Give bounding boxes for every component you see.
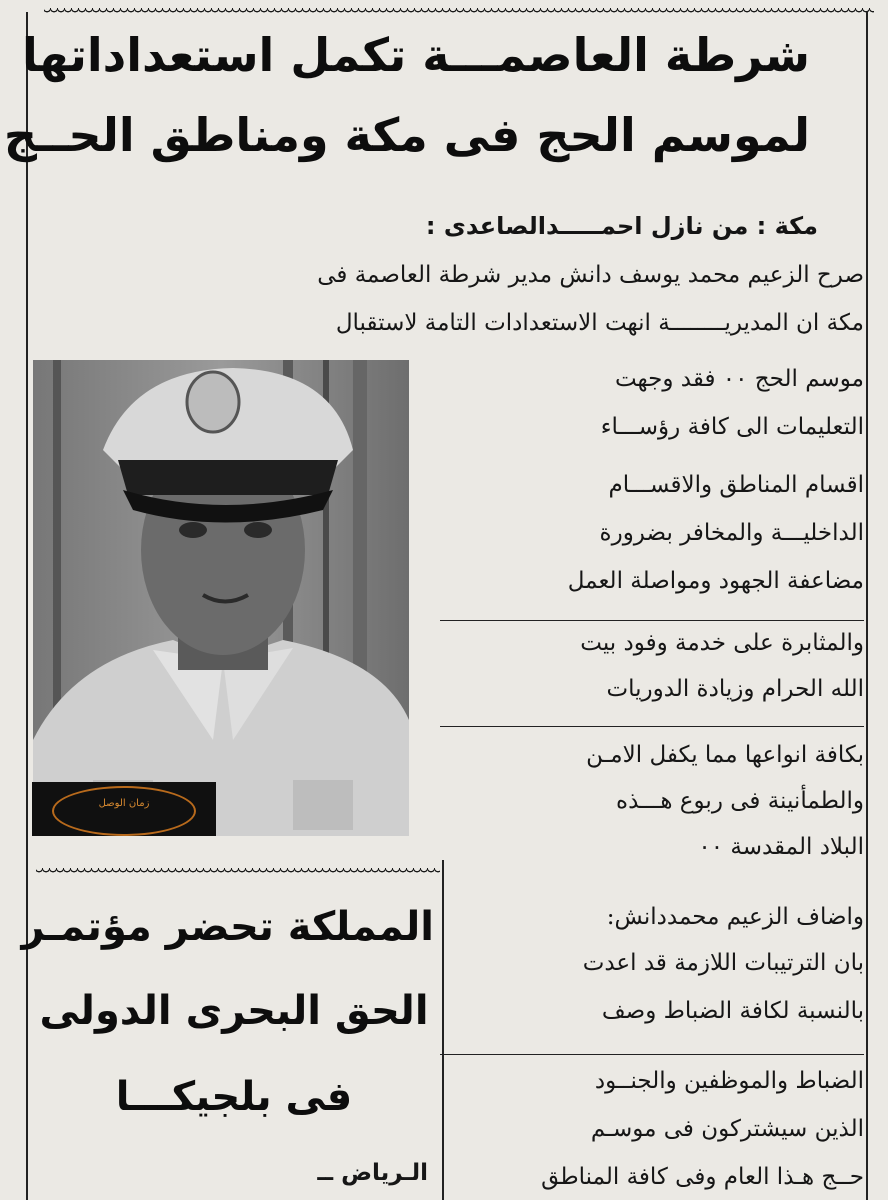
article1-line-2: مكة ان المديريــــــــة انهت الاستعدادات التامة لاستقبال [335,310,864,336]
article2-headline-line2: الحق البحرى الدولى [39,988,429,1034]
seal-ring-icon [52,786,196,836]
paragraph-rule-1 [440,620,864,621]
top-wavy-border [44,2,874,14]
article1-line-5: اقسام المناطق والاقســـام [608,472,864,498]
article2-headline-line3: فى بلجيكـــا [115,1074,353,1120]
paragraph-rule-3 [440,1054,864,1055]
article1-line-1: صرح الزعيم محمد يوسف دانش مدير شرطة العاصمة فى [317,262,864,288]
article1-line-18: حــج هـذا العام وفى كافة المناطق [541,1164,864,1190]
article1-line-17: الذين سيشتركون فى موسـم [590,1116,864,1142]
watermark-text: زمان الوصل [98,798,150,809]
paragraph-rule-2 [440,726,864,727]
article1-line-14: بان الترتيبات اللازمة قد اعدت [582,950,864,976]
article1-line-9: الله الحرام وزيادة الدوريات [606,676,864,702]
officer-portrait-icon [33,360,409,836]
article1-line-8: والمثابرة على خدمة وفود بيت [580,630,864,656]
officer-portrait-photo [33,360,409,836]
article1-line-3: موسم الحج ٠٠ فقد وجهت [614,366,864,392]
article1-line-4: التعليمات الى كافة رؤســـاء [600,414,864,440]
column-divider [442,860,444,1200]
article1-line-6: الداخليـــة والمخافر بضرورة [599,520,864,546]
article1-line-10: بكافة انواعها مما يكفل الامـن [586,742,864,768]
article1-line-7: مضاعفة الجهود ومواصلة العمل [567,568,864,594]
article1-headline-line2: لموسم الحج فى مكة ومناطق الحــج [3,108,810,162]
article2-wavy-border [36,862,440,874]
article1-line-11: والطمأنينة فى ربوع هـــذه [616,788,864,814]
article2-body-start: الـرياض ــ [317,1160,428,1186]
left-frame-rule [26,12,28,1200]
article1-headline-line1: شرطة العاصمـــة تكمل استعداداتها [21,28,810,82]
right-frame-rule [866,12,868,1200]
article1-line-13: واضاف الزعيم محمددانش: [606,904,864,930]
article1-line-12: البلاد المقدسة ٠٠ [698,834,864,860]
article2-headline-line1: المملكة تحضر مؤتمـر [21,904,434,950]
article1-line-15: بالنسبة لكافة الضباط وصف [601,998,864,1024]
article1-line-16: الضباط والموظفين والجنــود [594,1068,864,1094]
article1-byline: مكة : من نازل احمـــــدالصاعدى : [425,212,818,240]
watermark-seal [32,782,216,836]
